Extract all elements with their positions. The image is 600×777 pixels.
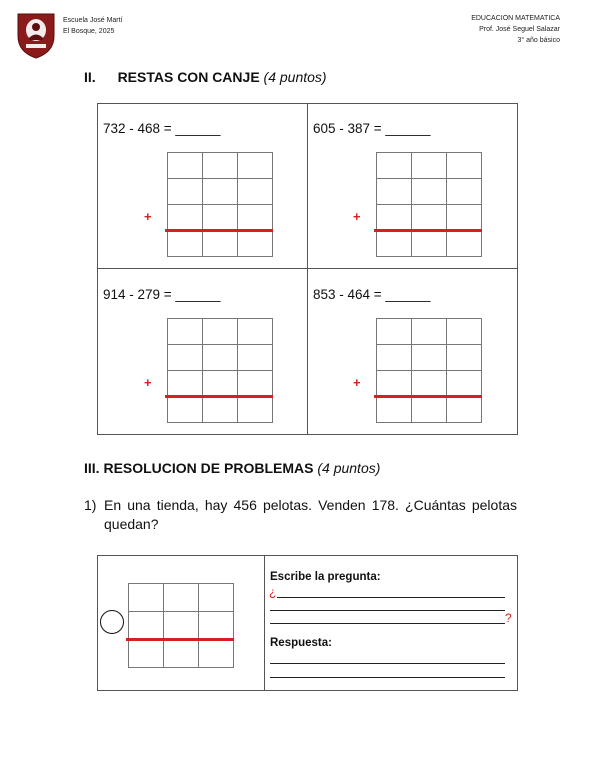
result-line: [165, 229, 273, 232]
exercise-expression[interactable]: 732 - 468 = ______: [103, 121, 221, 136]
question-line[interactable]: [270, 610, 505, 611]
result-line: [165, 395, 273, 398]
answer-grid[interactable]: [376, 152, 482, 257]
section-2-points: (4 puntos): [263, 69, 327, 85]
answer-line[interactable]: [270, 663, 505, 664]
section-2-number: II.: [84, 69, 96, 85]
answer-line[interactable]: [270, 677, 505, 678]
plus-sign: +: [353, 209, 361, 224]
section-3-points: (4 puntos): [317, 460, 381, 476]
school-logo: [16, 10, 56, 60]
answer-grid[interactable]: [167, 152, 273, 257]
exercise-cell: [308, 104, 517, 268]
plus-sign: +: [353, 375, 361, 390]
operation-sign-circle[interactable]: [100, 610, 124, 634]
work-divider: [264, 556, 265, 690]
subtraction-exercises-box: [97, 103, 518, 435]
exercise-expression[interactable]: 914 - 279 = ______: [103, 287, 221, 302]
plus-sign: +: [144, 375, 152, 390]
section-3-title: [84, 460, 380, 476]
question-line[interactable]: [277, 597, 505, 598]
exercise-expression[interactable]: 605 - 387 = ______: [313, 121, 431, 136]
answer-grid[interactable]: [376, 318, 482, 423]
grade-level: 3° año básico: [517, 37, 560, 44]
exercise-cell: [308, 269, 517, 434]
exercise-expression[interactable]: 853 - 464 = ______: [313, 287, 431, 302]
exercise-cell: [98, 269, 307, 434]
result-line: [126, 638, 234, 641]
section-2-heading: RESTAS CON CANJE: [117, 69, 260, 85]
answer-label: Respuesta:: [270, 637, 332, 649]
problem-text: En una tienda, hay 456 pelotas. Venden 178. ¿Cuántas pelotas quedan?: [104, 497, 517, 532]
plus-sign: +: [144, 209, 152, 224]
course-header: [471, 13, 560, 46]
answer-grid[interactable]: [128, 583, 234, 668]
school-place-year: El Bosque, 2025: [63, 28, 115, 35]
problem-statement: [84, 496, 517, 534]
question-line[interactable]: [270, 623, 505, 624]
problem-number: 1): [84, 497, 97, 513]
school-header: [63, 15, 123, 37]
result-line: [374, 229, 482, 232]
problem-work-box: [97, 555, 518, 691]
section-2-title: [84, 69, 327, 85]
question-label: Escribe la pregunta:: [270, 571, 381, 583]
answer-grid[interactable]: [167, 318, 273, 423]
subject-name: EDUCACION MATEMATICA: [471, 15, 560, 22]
section-3-heading: RESOLUCION DE PROBLEMAS: [103, 460, 314, 476]
result-line: [374, 395, 482, 398]
school-name: Escuela José Martí: [63, 17, 123, 24]
open-question-mark: ¿: [269, 585, 277, 599]
close-question-mark: ?: [505, 611, 512, 625]
section-3-number: III.: [84, 460, 100, 476]
teacher-name: Prof. José Seguel Salazar: [479, 26, 560, 33]
exercise-cell: [98, 104, 307, 268]
